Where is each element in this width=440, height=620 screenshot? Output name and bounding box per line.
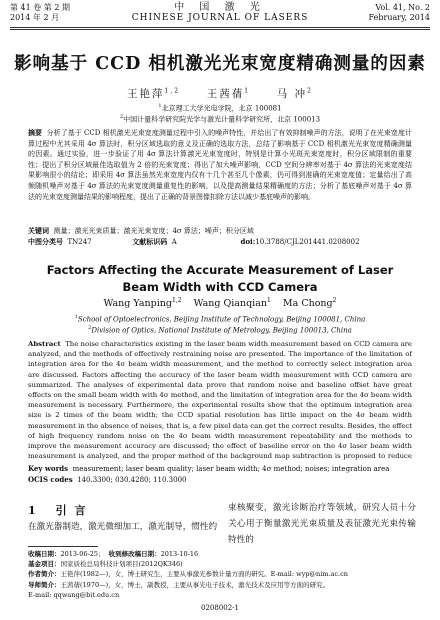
intro-left-column xyxy=(28,502,218,535)
affil-text: 北京理工大学光电学院，北京 100081 xyxy=(161,104,282,113)
ocis-label: OCIS codes xyxy=(28,475,73,484)
affil-text: Division of Optics, National Institute of Metrology, Beijing 100013, China xyxy=(91,326,352,335)
date-cn: 2014 年 2 月 xyxy=(10,13,60,22)
intro-text-left: 在激光器制造，激光微细加工，激光制导，惯性约 xyxy=(28,522,218,532)
paper-title-cn: 影响基于 CCD 相机激光光束宽度精确测量的因素 xyxy=(14,54,426,74)
classification-row xyxy=(28,237,412,247)
affil-text: 中国计量科学研究院光学与激光计量科学研究所，北京 100013 xyxy=(123,115,321,124)
author-affil-mark: 1,2 xyxy=(164,87,181,95)
footnote-fund xyxy=(28,559,183,569)
keywords-text-cn: 测量；激光光束质量；激光光束宽度；4σ 算法；噪声；积分区域 xyxy=(53,227,254,235)
author-bio-label: 作者简介： xyxy=(28,570,61,578)
author-name: 马 冲 xyxy=(276,88,308,100)
author-bio-text: 王艳萍(1982—)，女，博士研究生，主要从事激光参数计量方面的研究。E-mail: wyp@nim.ac.cn xyxy=(60,570,348,578)
affil-mark: 1 xyxy=(74,314,78,320)
revised-label: 收到修改稿日期： xyxy=(108,550,161,558)
paper-title-en xyxy=(0,262,440,296)
journal-name-cn: 中 国 激 光 xyxy=(174,2,266,13)
clc-code: TN247 xyxy=(67,238,92,246)
abstract-cn xyxy=(28,128,412,224)
header-rule xyxy=(10,27,430,28)
keywords-label-en: Key words xyxy=(28,464,69,473)
author-affil-mark: 1,2 xyxy=(172,297,182,304)
affil-mark: 2 xyxy=(88,325,92,331)
section-number: 1 xyxy=(28,504,38,517)
affiliation-en-2 xyxy=(0,323,440,335)
advisor-bio-text: 王茜蒨(1970—)，女，博士，副教授，主要从事光电子技术，激光技术及应用等方面的研究。 xyxy=(60,581,330,589)
page-number: 0208002-1 xyxy=(201,604,239,612)
header-rule-double xyxy=(10,29,430,30)
received-date: 2013-06-25； xyxy=(60,550,105,558)
author-affil-mark: 2 xyxy=(307,87,313,95)
footnote-dates xyxy=(28,549,198,559)
section-title: 引 言 xyxy=(55,504,88,517)
keywords-text-en: measurement; laser beam quality; laser beam width; 4σ method; noises; integration area xyxy=(72,465,390,473)
abstract-text-cn: 分析了基于 CCD 相机激光光束宽度测量过程中引入的噪声特性，并给出了有效抑制噪声的方法，说明了在光束宽度计算过程中尤其采用 4σ 算法时，积分区域选取的意义及正确的选取方法，总结了影响基于 CCD 相机激光光束宽度精确测量的因素。通过实验，进一步验证了用 4σ 算法计算激光光束宽度时，特别是计算小光斑光束宽度时，积分区域限制的重要性；提出了积分区域最佳选取值为 2 倍的光束宽度；得出了加大噪声影响，CCD 空间分辨率对基于 4σ 算法的光束宽度结果影响很小的结论；即采用 4σ 算法虽然光束宽度内仅有十几个甚至几个像素，仍可得到准确的光束宽度值；定量给出了高频随机噪声对基于 4σ 算法的光束宽度测量重复性的影响，以及提高测量结果精确度的方法；分析了基底噪声对基于 4σ 算法的光束宽度测量结果的影响程度，提出了正确的背景图像扣除方法以减少基底噪声的影响。 xyxy=(28,129,412,201)
ocis-codes xyxy=(28,475,412,485)
running-header xyxy=(10,3,430,25)
authors-cn xyxy=(0,86,440,101)
footnote-advisor xyxy=(28,580,329,590)
volume-issue-en: Vol. 41, No. 2 xyxy=(375,3,430,12)
title-en-line-2: Beam Width with CCD Camera xyxy=(122,280,318,294)
title-en-line-1: Factors Affecting the Accurate Measurement of Laser xyxy=(46,263,394,277)
footnote-author xyxy=(28,569,348,579)
received-label: 收稿日期： xyxy=(28,550,61,558)
journal-name-en: CHINESE JOURNAL OF LASERS xyxy=(131,13,309,23)
authors-en xyxy=(0,297,440,309)
footnote-advisor-email: E-mail: qqwang@bit.edu.cn xyxy=(28,591,120,599)
author-name: 王艳萍 xyxy=(127,88,165,100)
header-center xyxy=(10,3,430,23)
footnote-rule xyxy=(28,546,98,547)
advisor-bio-label: 导师简介： xyxy=(28,581,61,589)
ocis-text: 140.3300; 030.4280; 110.3000 xyxy=(77,476,187,484)
affiliation-cn-2 xyxy=(0,112,440,124)
volume-issue-cn: 第 41 卷 第 2 期 xyxy=(10,3,70,12)
author-name: 王茜蒨 xyxy=(206,88,245,100)
author-name: Ma Chong xyxy=(282,298,333,310)
doc-code-label: 文献标识码 xyxy=(132,237,168,246)
header-right xyxy=(369,3,430,23)
keywords-label-cn: 关键词 xyxy=(28,226,49,235)
doc-code: A xyxy=(171,238,177,246)
doi-label: doi: xyxy=(240,237,256,246)
abstract-en xyxy=(28,339,412,461)
revised-date: 2013-10-16 xyxy=(160,550,199,558)
fund-label: 基金项目： xyxy=(28,560,61,568)
abstract-label-cn: 摘要 xyxy=(28,128,43,137)
doi-value: 10.3788/CJL201441.0208002 xyxy=(255,238,360,246)
clc-label: 中图分类号 xyxy=(28,237,63,246)
affil-mark: 1 xyxy=(158,103,162,109)
author-name: Wang Yanping xyxy=(103,298,172,310)
author-affil-mark: 2 xyxy=(332,297,337,304)
fund-text: 国家质检总局科技计划项目(2012QK346) xyxy=(60,560,183,568)
keywords-en xyxy=(28,464,412,474)
affil-mark: 2 xyxy=(119,114,124,120)
section-heading-intro xyxy=(28,502,218,518)
abstract-label-en: Abstract xyxy=(28,340,61,348)
keywords-cn xyxy=(28,226,412,236)
date-en: February, 2014 xyxy=(368,13,430,22)
intro-text-right: 束核聚变，激光诊断治疗等领域，研究人员十分关心用于衡量激光光束质量及表征激光光束传输特性的 xyxy=(228,503,416,545)
abstract-text-en: The noise characteristics existing in the laser beam width measurement based on CCD camera are analyzed, and the methods of effectively restraining noise are presented. The importance of the limitation of integration area for the 4σ beam width measurement, and the method to correctly select integration area are discussed. Factors affecting the accuracy of the laser beam width measurement with CCD camera are summarized. The analyses of experimental data prove that random noise and baseline offset have great effects on the small beam width with 4σ method, and the limitation of integration area for the 4σ beam width measurement is necessary. Furthermore, the experimental results show that the optimum integration area size is 2 times of the beam width; the CCD spatial resolution has little impact on the 4σ beam width measurement in the absence of noises, that is, a few pixel data can get the correct results. Besides, the effect of high frequency random noise on the 4σ beam width measurement repeatability and the methods to improve the measurement accuracy are discussed; the effect of baseline error on the 4σ laser beam width measurement is analyzed, and the proper method of the background map subtraction is proposed to reduce xyxy=(28,340,412,461)
author-name: Wang Qianqian xyxy=(193,298,267,310)
author-affil-mark: 1 xyxy=(266,297,271,304)
author-affil-mark: 1 xyxy=(244,87,251,95)
affil-text: School of Optoelectronics, Beijing Institute of Technology, Beijing 100081, China xyxy=(77,315,366,324)
